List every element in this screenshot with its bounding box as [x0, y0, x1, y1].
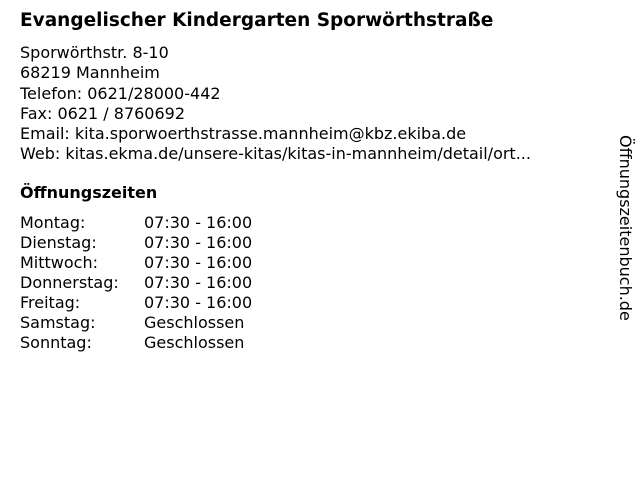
day-label: Mittwoch: — [20, 253, 98, 272]
hours-row-wednesday — [20, 253, 252, 273]
hours-row-saturday — [20, 313, 252, 333]
time-value: Geschlossen — [144, 333, 245, 352]
phone-number: Telefon: 0621/28000-442 — [20, 83, 221, 103]
day-label: Montag: — [20, 213, 86, 232]
fax-number: Fax: 0621 / 8760692 — [20, 103, 186, 123]
address-block — [20, 43, 531, 165]
hours-row-sunday — [20, 333, 252, 353]
hours-row-monday — [20, 213, 252, 233]
page-title: Evangelischer Kindergarten Sporwörthstraße — [20, 10, 494, 31]
opening-hours-heading: Öffnungszeiten — [20, 183, 158, 202]
time-value: Geschlossen — [144, 313, 245, 332]
day-label: Sonntag: — [20, 333, 92, 352]
hours-row-thursday — [20, 273, 252, 293]
time-value: 07:30 - 16:00 — [144, 233, 253, 252]
side-brand-text: Öffnungszeitenbuch.de — [616, 135, 635, 321]
email-address: Email: kita.sporwoerthstrasse.mannheim@kbz.ekiba.de — [20, 124, 467, 144]
time-value: 07:30 - 16:00 — [144, 213, 253, 232]
day-label: Samstag: — [20, 313, 96, 332]
time-value: 07:30 - 16:00 — [144, 293, 253, 312]
address-street: Sporwörthstr. 8-10 — [20, 43, 169, 62]
day-label: Dienstag: — [20, 233, 97, 252]
time-value: 07:30 - 16:00 — [144, 253, 253, 272]
time-value: 07:30 - 16:00 — [144, 273, 253, 292]
hours-row-tuesday — [20, 233, 252, 253]
day-label: Donnerstag: — [20, 273, 119, 292]
opening-hours-table — [20, 213, 252, 353]
website-url: Web: kitas.ekma.de/unsere-kitas/kitas-in-mannheim/detail/ort... — [20, 144, 531, 164]
day-label: Freitag: — [20, 293, 81, 312]
address-city: 68219 Mannheim — [20, 63, 160, 83]
hours-row-friday — [20, 293, 252, 313]
